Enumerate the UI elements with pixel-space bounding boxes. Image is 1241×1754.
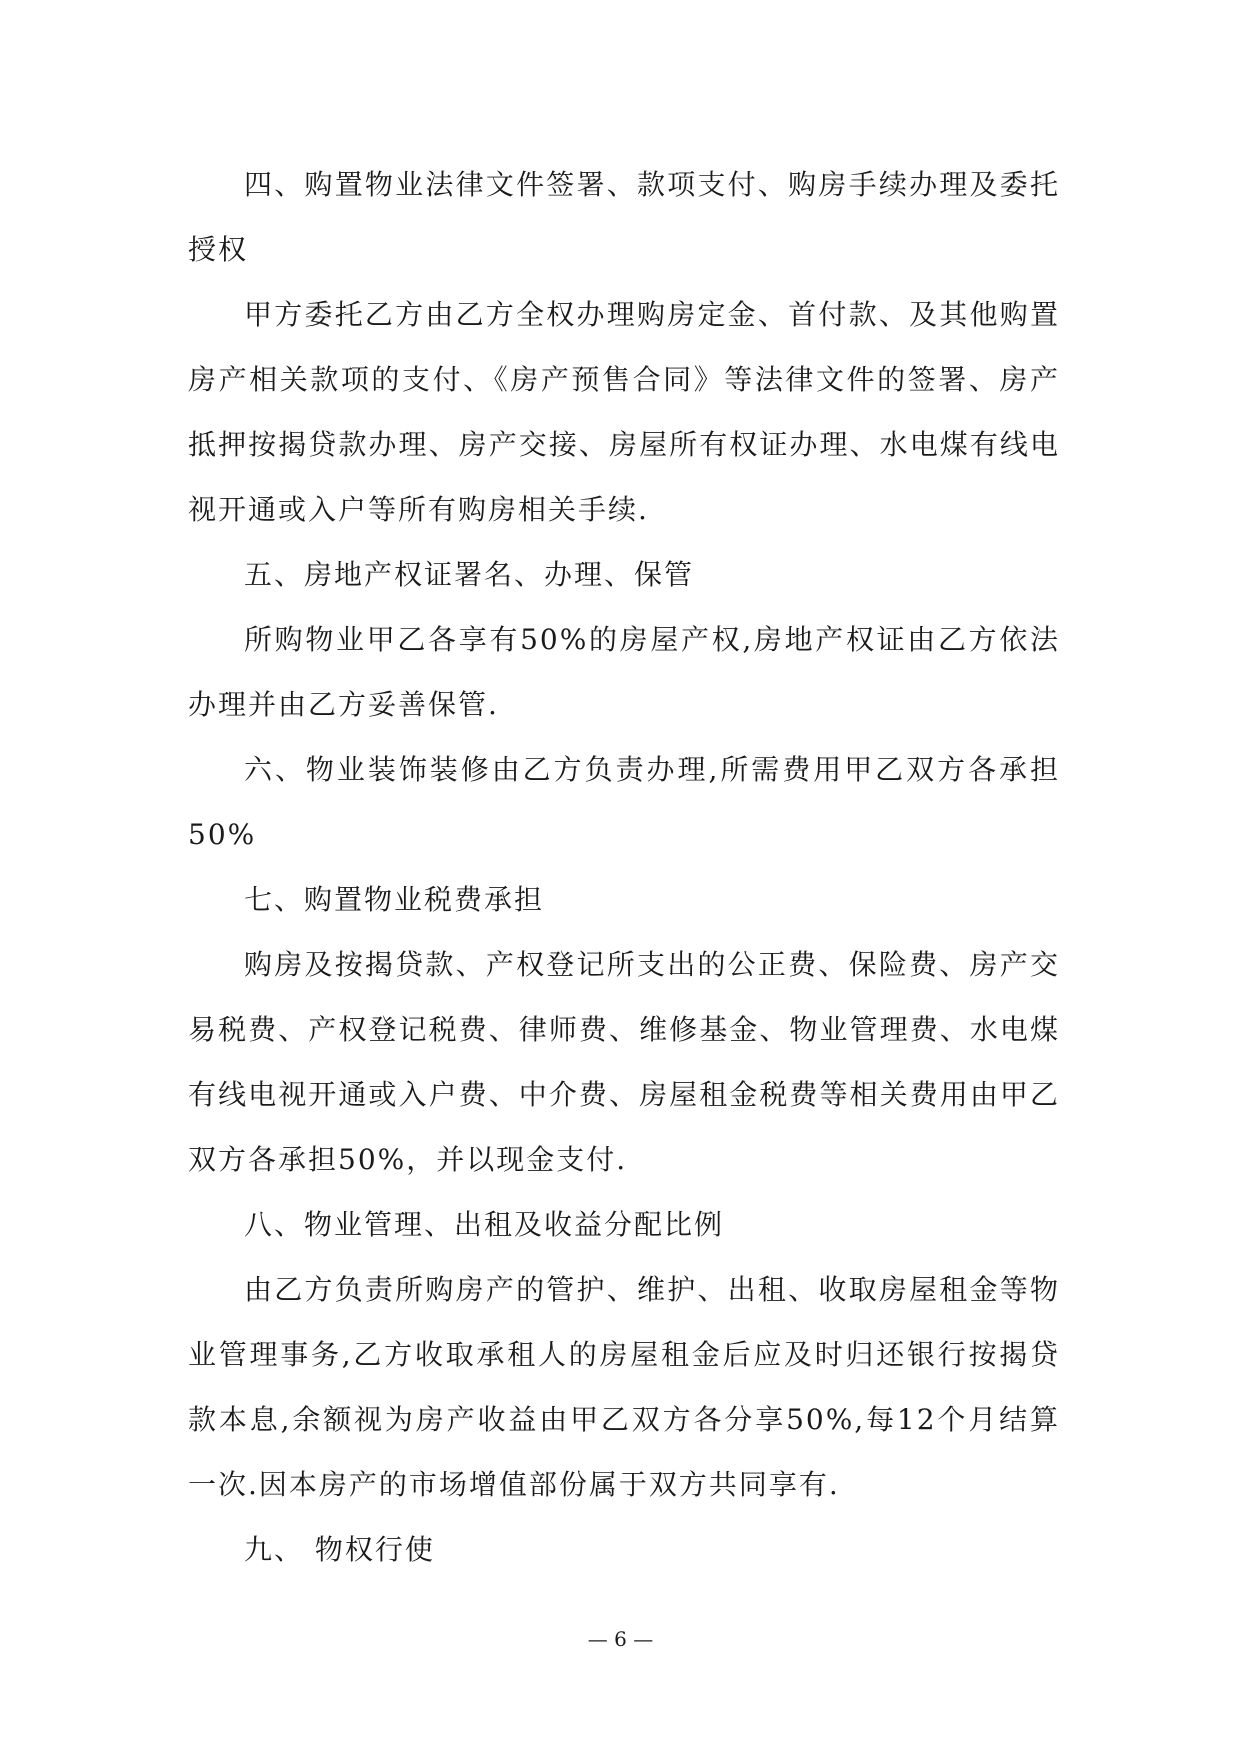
section-heading-7: 七、购置物业税费承担 [244, 883, 545, 916]
section-heading-9: 九、 物权行使 [244, 1533, 435, 1566]
section-heading-5: 五、房地产权证署名、办理、保管 [244, 558, 695, 591]
section-heading-8: 八、物业管理、出租及收益分配比例 [244, 1208, 725, 1241]
paragraph-purchase-delegation: 甲方委托乙方由乙方全权办理购房定金、首付款、及其他购置房产相关款项的支付、《房产预售合同》等法律文件的签署、房产抵押按揭贷款办理、房产交接、房屋所有权证办理、水电煤有线电视开通或入户等所有购房相关手续. [188, 298, 1060, 526]
section-heading-6: 六、物业装饰装修由乙方负责办理,所需费用甲乙双方各承担50% [188, 753, 1060, 851]
section-heading-4: 四、购置物业法律文件签署、款项支付、购房手续办理及委托授权 [188, 168, 1060, 266]
page-number: — 6 — [587, 1627, 654, 1651]
paragraph-property-rights: 所购物业甲乙各享有50%的房屋产权,房地产权证由乙方依法办理并由乙方妥善保管. [188, 623, 1060, 721]
paragraph-tax-fees: 购房及按揭贷款、产权登记所支出的公正费、保险费、房产交易税费、产权登记税费、律师费、维修基金、物业管理费、水电煤有线电视开通或入户费、中介费、房屋租金税费等相关费用由甲乙双方各承担50%，并以现金支付. [188, 948, 1060, 1176]
paragraph-management-income: 由乙方负责所购房产的管护、维护、出租、收取房屋租金等物业管理事务,乙方收取承租人的房屋租金后应及时归还银行按揭贷款本息,余额视为房产收益由甲乙双方各分享50%,每12个月结算一次.因本房产的市场增值部份属于双方共同享有. [188, 1273, 1060, 1501]
document-body [188, 152, 1060, 1582]
